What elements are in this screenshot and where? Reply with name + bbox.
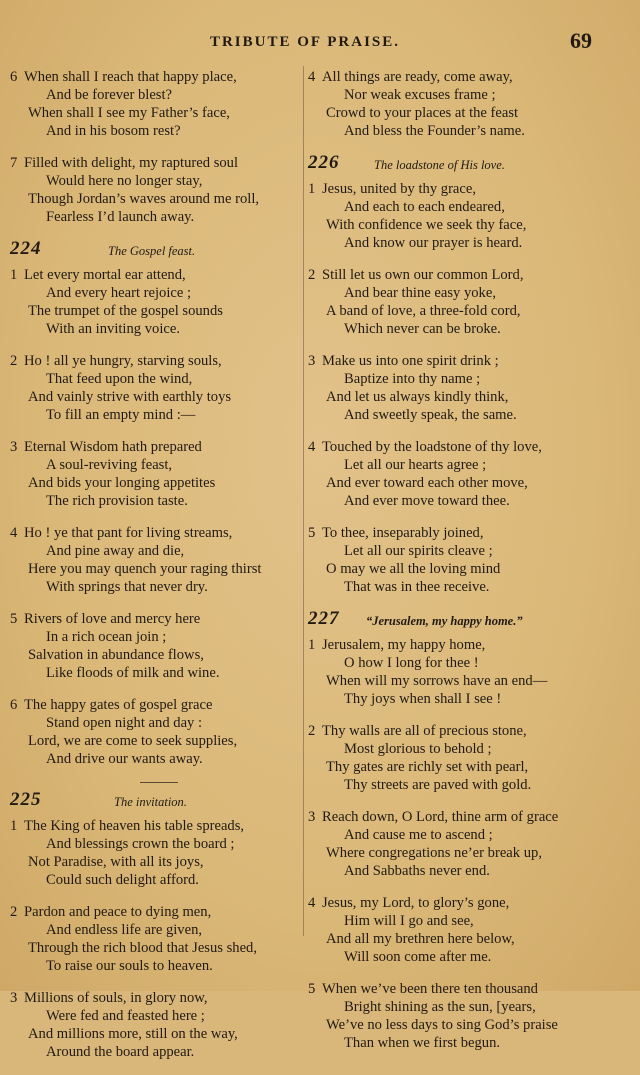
verse-line — [10, 750, 300, 768]
verse-text: And blessings crown the board ; — [46, 836, 235, 852]
verse-line — [10, 853, 300, 871]
verse-text: The trumpet of the gospel sounds — [28, 303, 223, 319]
verse-text: Bright shining as the sun, [years, — [344, 999, 536, 1015]
verse-line — [308, 1016, 590, 1034]
verse-line — [10, 190, 300, 208]
verse-line — [308, 758, 590, 776]
verse-text: And endless life are given, — [46, 922, 203, 938]
verse — [10, 68, 300, 140]
verse — [10, 524, 300, 596]
verse-line — [308, 894, 590, 912]
verse-text: Though Jordan’s waves around me roll, — [28, 191, 260, 207]
verse-line — [308, 320, 590, 338]
verse-text: To fill an empty mind :— — [46, 407, 196, 423]
verse — [10, 903, 300, 975]
verse-line — [10, 104, 300, 122]
verse-text: Nor weak excuses frame ; — [344, 87, 496, 103]
verse-number: 7 — [10, 155, 18, 171]
verse-line — [10, 578, 300, 596]
verse-line — [308, 524, 590, 542]
verse-text: Millions of souls, in glory now, — [24, 990, 208, 1006]
verse-line — [10, 456, 300, 474]
verse-line — [308, 234, 590, 252]
verse-line — [308, 740, 590, 758]
hymn-226-heading — [308, 154, 590, 174]
verse-text: And vainly strive with earthly toys — [28, 389, 232, 405]
verse-text: Ho ! all ye hungry, starving souls, — [24, 353, 222, 369]
verse-line — [10, 388, 300, 406]
verse-number: 4 — [308, 69, 316, 85]
verse-text: And bless the Founder’s name. — [344, 123, 525, 139]
verse-number: 1 — [308, 181, 316, 197]
verse — [308, 180, 590, 252]
verse-text: To thee, inseparably joined, — [322, 525, 484, 541]
verse-line — [10, 871, 300, 889]
verse-text: A soul-reviving feast, — [46, 457, 173, 473]
verse-number: 3 — [308, 809, 316, 825]
verse-text: Still let us own our common Lord, — [322, 267, 524, 283]
verse-text: Eternal Wisdom hath prepared — [24, 439, 202, 455]
verse-line — [10, 1007, 300, 1025]
verse-text: Let all our hearts agree ; — [344, 457, 487, 473]
verse-text: Which never can be broke. — [344, 321, 501, 337]
verse-number: 2 — [10, 904, 18, 920]
verse-line — [10, 438, 300, 456]
verse-line — [308, 456, 590, 474]
verse-text: Were fed and feasted here ; — [46, 1008, 205, 1024]
verse-text: Let all our spirits cleave ; — [344, 543, 493, 559]
verse-text: Jesus, united by thy grace, — [322, 181, 477, 197]
hymn-224-verses — [10, 266, 300, 768]
verse-text: Thy gates are richly set with pearl, — [326, 759, 529, 775]
hymn-227-heading — [308, 610, 590, 630]
hymn-title: The Gospel feast. — [108, 244, 196, 258]
hymn-number: 226 — [308, 152, 340, 173]
verse — [308, 808, 590, 880]
verse-text: And pine away and die, — [46, 543, 185, 559]
verse-text: With confidence we seek thy face, — [326, 217, 527, 233]
verse-text: The King of heaven his table spreads, — [24, 818, 245, 834]
verse-line — [10, 474, 300, 492]
verse-line — [308, 406, 590, 424]
verse-text: Jerusalem, my happy home, — [322, 637, 486, 653]
verse-text: Than when we first begun. — [344, 1035, 501, 1051]
verse-line — [308, 180, 590, 198]
verse-line — [10, 284, 300, 302]
verse-line — [308, 654, 590, 672]
verse-text: Baptize into thy name ; — [344, 371, 481, 387]
verse-line — [10, 1025, 300, 1043]
verse-text: Thy walls are all of precious stone, — [322, 723, 527, 739]
verse-line — [10, 352, 300, 370]
verse-line — [308, 266, 590, 284]
verse — [308, 636, 590, 708]
verse — [308, 266, 590, 338]
verse-number: 4 — [308, 439, 316, 455]
verse-text: And millions more, still on the way, — [28, 1026, 238, 1042]
verse-text: When shall I see my Father’s face, — [28, 105, 230, 121]
verse — [308, 722, 590, 794]
verse-text: Make us into one spirit drink ; — [322, 353, 499, 369]
verse-text: To raise our souls to heaven. — [46, 958, 213, 974]
verse-number: 3 — [308, 353, 316, 369]
verse-line — [10, 835, 300, 853]
right-column — [308, 68, 590, 1066]
verse-line — [308, 998, 590, 1016]
hymn-225-verses — [10, 817, 300, 1061]
hymn-title: “Jerusalem, my happy home.” — [366, 614, 523, 628]
verse-text: And bids your longing appetites — [28, 475, 216, 491]
verse-line — [308, 542, 590, 560]
verse-text: That was in thee receive. — [344, 579, 490, 595]
right-continuation-verses — [308, 68, 590, 140]
verse-text: And cause me to ascend ; — [344, 827, 493, 843]
verse-text: And bear thine easy yoke, — [344, 285, 496, 301]
verse-line — [308, 690, 590, 708]
verse-line — [10, 524, 300, 542]
verse-number: 5 — [308, 525, 316, 541]
verse-line — [308, 560, 590, 578]
verse-text: Stand open night and day : — [46, 715, 203, 731]
verse-line — [10, 320, 300, 338]
section-rule — [140, 782, 178, 783]
verse-text: A band of love, a three-fold cord, — [326, 303, 521, 319]
verse-text: Not Paradise, with all its joys, — [28, 854, 204, 870]
verse-line — [308, 198, 590, 216]
verse-text: Reach down, O Lord, thine arm of grace — [322, 809, 559, 825]
verse-line — [10, 817, 300, 835]
hymn-225-heading — [10, 791, 300, 811]
verse-line — [308, 122, 590, 140]
verse-line — [10, 714, 300, 732]
verse-text: Touched by the loadstone of thy love, — [322, 439, 542, 455]
verse-number: 1 — [10, 267, 18, 283]
verse-line — [308, 578, 590, 596]
verse-text: Thy joys when shall I see ! — [344, 691, 502, 707]
verse — [308, 524, 590, 596]
verse-text: And each to each endeared, — [344, 199, 505, 215]
verse-line — [308, 1034, 590, 1052]
verse-text: Will soon come after me. — [344, 949, 492, 965]
verse-line — [308, 474, 590, 492]
verse-text: We’ve no less days to sing God’s praise — [326, 1017, 558, 1033]
verse-line — [10, 732, 300, 750]
verse-text: And Sabbaths never end. — [344, 863, 490, 879]
verse-line — [10, 610, 300, 628]
verse-number: 3 — [10, 439, 18, 455]
verse-text: Jesus, my Lord, to glory’s gone, — [322, 895, 510, 911]
verse-line — [308, 930, 590, 948]
verse-text: Filled with delight, my raptured soul — [24, 155, 239, 171]
verse-text: Through the rich blood that Jesus shed, — [28, 940, 258, 956]
verse-text: Pardon and peace to dying men, — [24, 904, 212, 920]
verse-text: Salvation in abundance flows, — [28, 647, 204, 663]
verse-text: Like floods of milk and wine. — [46, 665, 220, 681]
hymn-number: 227 — [308, 608, 340, 629]
verse-line — [10, 664, 300, 682]
verse-text: Crowd to your places at the feast — [326, 105, 519, 121]
verse-text: Here you may quench your raging thirst — [28, 561, 262, 577]
verse-number: 2 — [308, 267, 316, 283]
verse-text: And every heart rejoice ; — [46, 285, 192, 301]
verse-number: 2 — [10, 353, 18, 369]
verse-text: When we’ve been there ten thousand — [322, 981, 538, 997]
verse — [10, 154, 300, 226]
verse-text: With springs that never dry. — [46, 579, 208, 595]
hymn-number: 224 — [10, 238, 42, 259]
verse-line — [308, 284, 590, 302]
verse-line — [308, 104, 590, 122]
verse-number: 6 — [10, 697, 18, 713]
verse — [308, 352, 590, 424]
verse-line — [10, 266, 300, 284]
verse-line — [10, 172, 300, 190]
verse-number: 1 — [308, 637, 316, 653]
verse — [10, 817, 300, 889]
verse-number: 4 — [10, 525, 18, 541]
verse-text: Let every mortal ear attend, — [24, 267, 186, 283]
verse-line — [308, 672, 590, 690]
verse-line — [10, 921, 300, 939]
verse-text: And ever toward each other move, — [326, 475, 528, 491]
verse-text: When will my sorrows have an end— — [326, 673, 548, 689]
hymn-title: The invitation. — [114, 795, 187, 809]
verse-text: Lord, we are come to seek supplies, — [28, 733, 238, 749]
verse-line — [308, 388, 590, 406]
verse-text: Fearless I’d launch away. — [46, 209, 195, 225]
verse-number: 2 — [308, 723, 316, 739]
verse-line — [10, 628, 300, 646]
verse-text: The rich provision taste. — [46, 493, 188, 509]
verse-line — [10, 302, 300, 320]
verse-line — [10, 492, 300, 510]
verse — [308, 68, 590, 140]
verse-line — [10, 939, 300, 957]
verse-line — [308, 980, 590, 998]
verse-line — [308, 86, 590, 104]
verse-text: In a rich ocean join ; — [46, 629, 167, 645]
verse-line — [308, 826, 590, 844]
verse-number: 1 — [10, 818, 18, 834]
verse-text: And in his bosom rest? — [46, 123, 181, 139]
verse-line — [308, 68, 590, 86]
verse-line — [10, 696, 300, 714]
verse-text: O how I long for thee ! — [344, 655, 479, 671]
verse-text: Where congregations ne’er break up, — [326, 845, 542, 861]
left-continuation-verses — [10, 68, 300, 226]
verse-text: And sweetly speak, the same. — [344, 407, 517, 423]
hymn-224-heading — [10, 240, 300, 260]
verse — [10, 438, 300, 510]
verse-line — [10, 560, 300, 578]
verse-number: 4 — [308, 895, 316, 911]
verse-line — [10, 406, 300, 424]
verse-text: With an inviting voice. — [46, 321, 180, 337]
verse-text: And all my brethren here below, — [326, 931, 515, 947]
verse-line — [10, 989, 300, 1007]
verse-line — [308, 862, 590, 880]
verse-line — [308, 912, 590, 930]
verse-text: Ho ! ye that pant for living streams, — [24, 525, 233, 541]
verse-text: The happy gates of gospel grace — [24, 697, 213, 713]
verse-text: And drive our wants away. — [46, 751, 203, 767]
verse-text: And be forever blest? — [46, 87, 173, 103]
verse-line — [10, 86, 300, 104]
verse-text: All things are ready, come away, — [322, 69, 513, 85]
verse-line — [10, 122, 300, 140]
verse-number: 6 — [10, 69, 18, 85]
verse-line — [308, 492, 590, 510]
verse-line — [10, 542, 300, 560]
page-number: 69 — [570, 28, 592, 53]
verse-line — [308, 844, 590, 862]
verse — [10, 610, 300, 682]
verse-text: And let us always kindly think, — [326, 389, 509, 405]
verse-line — [10, 1043, 300, 1061]
verse — [10, 266, 300, 338]
verse — [10, 989, 300, 1061]
hymn-title: The loadstone of His love. — [374, 158, 505, 172]
verse-line — [308, 438, 590, 456]
verse-text: That feed upon the wind, — [46, 371, 193, 387]
verse-line — [10, 957, 300, 975]
verse-number: 5 — [10, 611, 18, 627]
verse-line — [10, 370, 300, 388]
verse-number: 5 — [308, 981, 316, 997]
verse-line — [10, 903, 300, 921]
verse-line — [308, 776, 590, 794]
verse-text: Most glorious to behold ; — [344, 741, 492, 757]
verse-text: When shall I reach that happy place, — [24, 69, 237, 85]
verse-number: 3 — [10, 990, 18, 1006]
verse-text: Him will I go and see, — [344, 913, 474, 929]
verse-line — [308, 808, 590, 826]
verse-text: Thy streets are paved with gold. — [344, 777, 532, 793]
verse-text: Around the board appear. — [46, 1044, 195, 1060]
hymn-226-verses — [308, 180, 590, 596]
verse-text: Would here no longer stay, — [46, 173, 203, 189]
verse-line — [10, 68, 300, 86]
left-column — [10, 68, 300, 1075]
verse-line — [308, 370, 590, 388]
verse-line — [308, 216, 590, 234]
hymn-227-verses — [308, 636, 590, 1052]
verse-text: Could such delight afford. — [46, 872, 199, 888]
verse-line — [308, 636, 590, 654]
verse-text: Rivers of love and mercy here — [24, 611, 201, 627]
verse-line — [308, 352, 590, 370]
verse-text: O may we all the loving mind — [326, 561, 501, 577]
verse — [10, 696, 300, 768]
hymn-number: 225 — [10, 789, 42, 810]
verse-line — [10, 646, 300, 664]
verse-line — [10, 208, 300, 226]
verse-text: And know our prayer is heard. — [344, 235, 523, 251]
verse-line — [308, 948, 590, 966]
verse-text: And ever move toward thee. — [344, 493, 510, 509]
column-divider — [303, 66, 304, 936]
verse-line — [308, 722, 590, 740]
verse — [10, 352, 300, 424]
running-header-title: TRIBUTE OF PRAISE. — [209, 34, 401, 50]
verse-line — [10, 154, 300, 172]
verse-line — [308, 302, 590, 320]
verse — [308, 438, 590, 510]
verse — [308, 894, 590, 966]
